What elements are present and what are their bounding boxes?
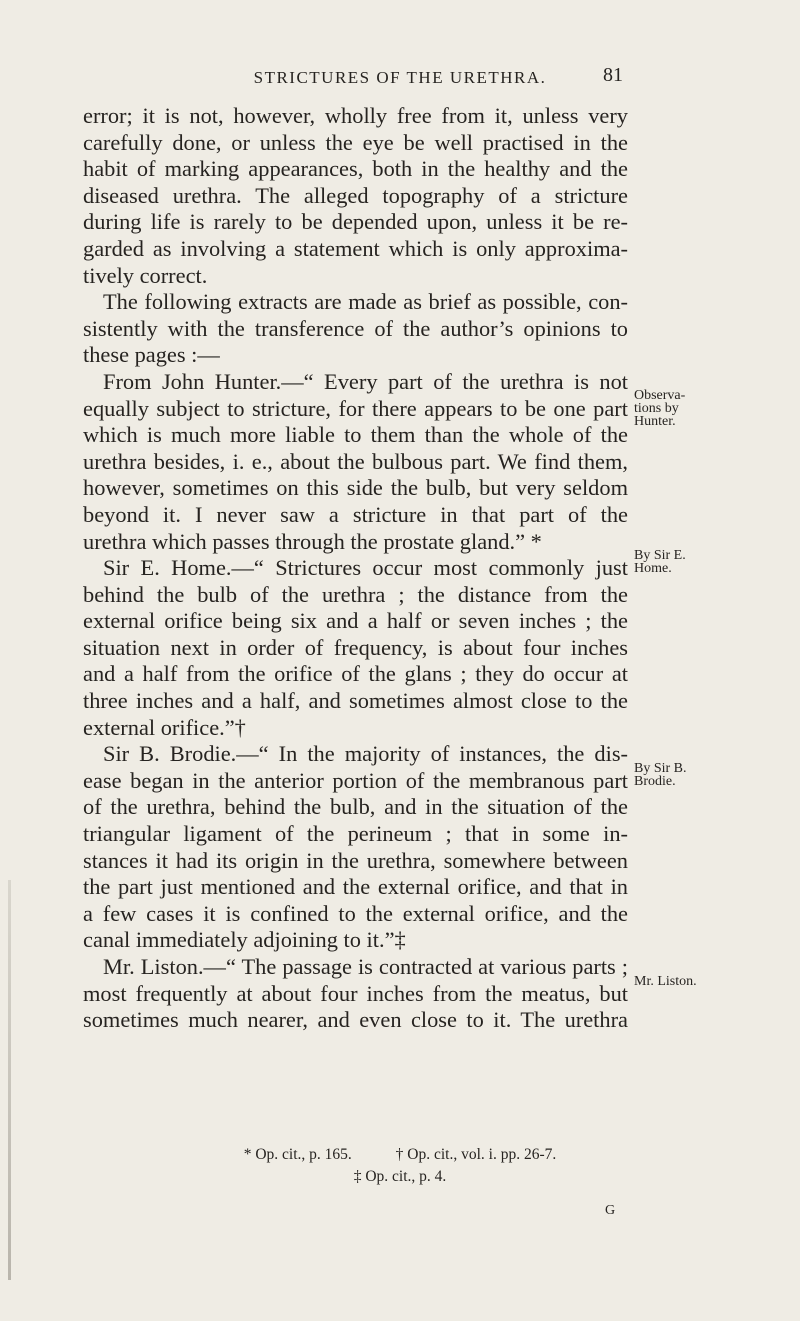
text-line: external orifice.”† [83, 714, 246, 740]
margin-note-line: By Sir B. [634, 761, 687, 776]
text-line: garded as involving a statement which is only approxima- [83, 235, 628, 261]
text-line: The following extracts are made as brief as possible, con- [103, 289, 628, 315]
margin-note-line: tions by [634, 401, 679, 416]
text-line: canal immediately adjoining to it.”‡ [83, 927, 406, 953]
text-line: however, sometimes on this side the bulb, but very seldom [83, 475, 628, 501]
margin-note-line: Hunter. [634, 414, 676, 429]
text-line: Mr. Liston.—“ The passage is contracted at various parts ; [103, 954, 628, 979]
text-line: habit of marking appearances, both in the healthy and the [83, 156, 628, 182]
text-line: stances it had its origin in the urethra, somewhere between [83, 847, 628, 873]
margin-note-line: Observa- [634, 388, 686, 403]
margin-note-hunter [634, 389, 685, 428]
footnote-3: ‡ Op. cit., p. 4. [353, 1168, 447, 1185]
text-line: behind the bulb of the urethra ; the distance from the [83, 581, 628, 607]
page-number: 81 [603, 64, 623, 86]
margin-note-brodie [634, 762, 687, 788]
text-line: situation next in order of frequency, is about four inches [83, 634, 628, 660]
text-line: beyond it. I never saw a stricture in that part of the [83, 501, 628, 527]
text-line: during life is rarely to be depended upon, unless it be re- [83, 209, 628, 235]
text-line: sistently with the transference of the author’s opinions to [83, 315, 628, 341]
text-line: tively correct. [83, 262, 208, 288]
text-line: carefully done, or unless the eye be well practised in the [83, 129, 628, 155]
text-line: triangular ligament of the perineum ; that in some in- [83, 821, 628, 847]
text-line: Sir B. Brodie.—“ In the majority of instances, the dis- [103, 741, 628, 767]
text-line: and a half from the orifice of the glans ; they do occur at [83, 661, 628, 687]
text-line: which is much more liable to them than the whole of the [83, 422, 628, 448]
text-line: these pages :— [83, 342, 220, 368]
margin-note-line: Mr. Liston. [634, 974, 697, 989]
text-line: a few cases it is confined to the external orifice, and the [83, 900, 628, 926]
signature-mark: G [605, 1203, 616, 1218]
footnotes [0, 1144, 800, 1188]
text-line: three inches and a half, and sometimes almost close to the [83, 688, 628, 714]
text-line: From John Hunter.—“ Every part of the urethra is not [103, 368, 628, 394]
text-line: sometimes much nearer, and even close to it. The urethra [83, 1007, 628, 1033]
text-line: the part just mentioned and the external orifice, and that in [83, 874, 628, 900]
footnote-row [0, 1144, 800, 1166]
margin-note-liston [634, 975, 697, 988]
margin-note-home [634, 549, 686, 575]
margin-note-line: By Sir E. [634, 548, 686, 563]
footnote-2: † Op. cit., vol. i. pp. 26-7. [395, 1146, 557, 1163]
text-line: ease began in the anterior portion of the membranous part [83, 767, 628, 793]
text-line: Sir E. Home.—“ Strictures occur most commonly just [103, 555, 628, 581]
text-line: diseased urethra. The alleged topography of a stricture [83, 182, 628, 208]
text-line: external orifice being six and a half or seven inches ; the [83, 608, 628, 634]
text-line: equally subject to stricture, for there appears to be one part [83, 395, 628, 421]
margin-note-line: Brodie. [634, 774, 676, 789]
running-header: STRICTURES OF THE URETHRA. [253, 68, 547, 87]
text-line: urethra besides, i. e., about the bulbous part. We find them, [83, 448, 628, 474]
binding-edge [8, 880, 11, 1280]
text-line: error; it is not, however, wholly free from it, unless very [83, 103, 628, 128]
text-line: of the urethra, behind the bulb, and in the situation of the [83, 794, 628, 820]
text-line: most frequently at about four inches from the meatus, but [83, 980, 628, 1006]
body-text [83, 103, 628, 1034]
text-line: urethra which passes through the prostate gland.” * [83, 528, 542, 554]
footnote-1: * Op. cit., p. 165. [243, 1146, 352, 1163]
margin-note-line: Home. [634, 561, 672, 576]
